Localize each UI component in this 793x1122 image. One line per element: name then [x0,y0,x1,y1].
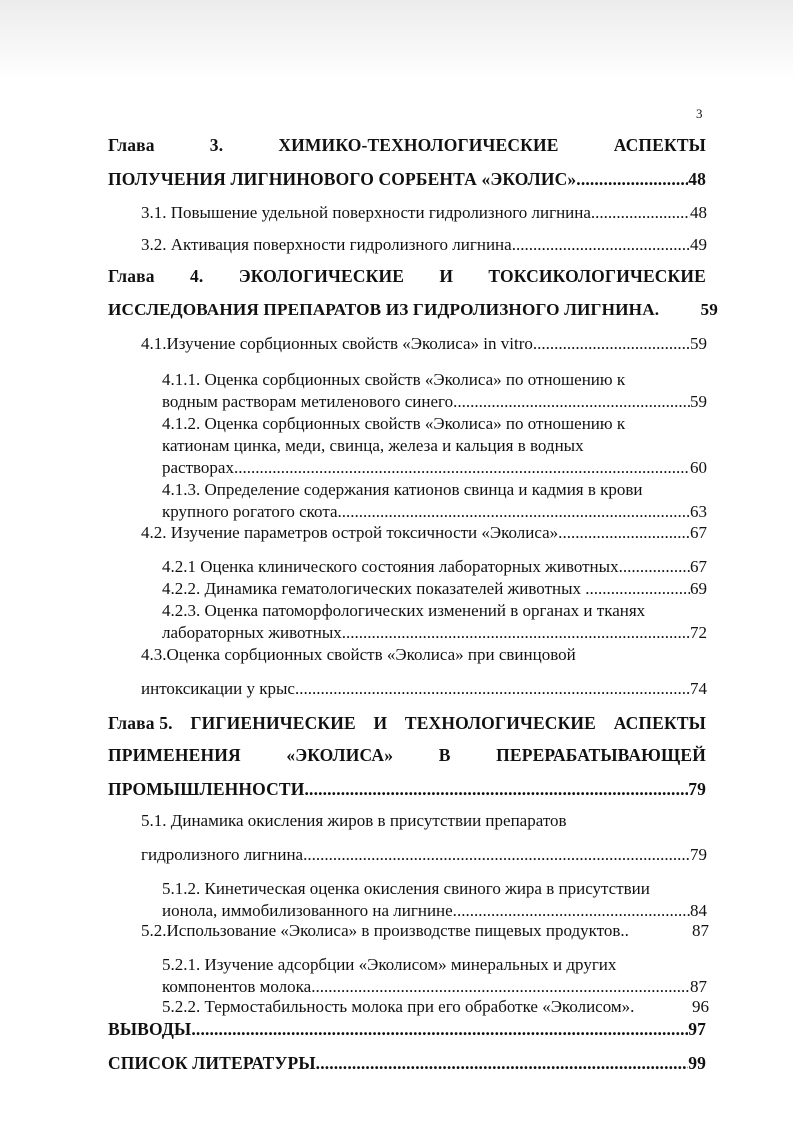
toc-entry-4-3-line1: 4.3.Оценка сорбционных свойств «Эколиса» при свинцовой [141,645,576,664]
toc-entry-text: 3.2. Активация поверхности гидролизного лигнина. [141,235,516,254]
dot-leader [562,522,690,544]
toc-entry-5-1[interactable] [141,844,707,866]
chapter-5-word: Глава 5. [108,713,173,733]
chapter-4-word: 4. [189,266,204,286]
chapter-5-word: В [438,745,451,765]
chapter-5-word: И [373,713,388,733]
references-entry[interactable] [108,1052,706,1074]
toc-entry-4-1-1-line1: 4.1.1. Оценка сорбционных свойств «Эколиса» по отношению к [162,370,626,389]
chapter-5-toc-line[interactable] [108,778,706,800]
dot-leader [581,168,688,190]
chapter-4-word: И [439,266,454,286]
toc-entry-text: гидролизного лигнина [141,845,304,864]
chapter-5-word: АСПЕКТЫ [613,713,706,733]
dot-leader [623,556,690,578]
dot-leader [595,202,690,224]
toc-entry-4-3[interactable] [141,678,707,700]
dot-leader [196,1018,688,1040]
dot-leader [309,778,688,800]
toc-entry-3-2[interactable] [141,234,707,256]
chapter-5-word: ГИГИЕНИЧЕСКИЕ [190,713,356,733]
toc-entry-4-2[interactable] [141,522,707,544]
toc-entry-5-1-2[interactable] [162,900,707,922]
toc-entry-page: 49 [690,235,707,254]
dot-leader [346,622,690,644]
toc-entry-4-2-1[interactable] [162,556,707,578]
dot-leader [590,578,690,600]
toc-entry-page: 87 [690,977,707,996]
toc-entry-5-2-1[interactable] [162,976,707,998]
chapter-3-word: 3. [209,135,224,155]
toc-entry-text: 4.1.Изучение сорбционных свойств «Эколиса» in vitro. [141,334,538,353]
toc-entry-text: 4.2. Изучение параметров острой токсичности «Эколиса». [141,523,563,542]
toc-entry-4-1[interactable] [141,333,707,355]
toc-entry-5-1-line1: 5.1. Динамика окисления жиров в присутствии препаратов [141,811,567,830]
toc-entry-page: 59 [690,392,707,411]
toc-entry-text: 4.2.1 Оценка клинического состояния лабораторных животных. [162,557,623,576]
references-title: СПИСОК ЛИТЕРАТУРЫ. [108,1053,321,1073]
chapter-5-word: «ЭКОЛИСА» [286,745,394,765]
dot-leader [238,457,690,479]
toc-entry-page: 79 [690,845,707,864]
chapter-3-heading [108,134,706,156]
dot-leader [303,844,690,866]
conclusions-title: ВЫВОДЫ. [108,1019,196,1039]
toc-entry-page: 48 [690,203,707,222]
toc-entry-5-1-2-line1: 5.1.2. Кинетическая оценка окисления свиного жира в присутствии [162,879,650,898]
chapter-3-title-end: ПОЛУЧЕНИЯ ЛИГНИНОВОГО СОРБЕНТА «ЭКОЛИС». [108,169,581,189]
conclusions-page: 97 [688,1019,706,1039]
toc-entry-page: 84 [690,901,707,920]
dot-leader [295,678,690,700]
chapter-4-page: 59 [700,300,718,319]
toc-entry-4-2-2[interactable] [162,578,707,600]
toc-entry-text: водным растворам метиленового синего. [162,392,458,411]
page-number: 3 [696,106,703,121]
dot-leader [320,1052,688,1074]
chapter-4-heading [108,265,706,287]
toc-entry-page: 69 [690,579,707,598]
chapter-3-word: Глава [108,135,155,155]
toc-entry-page: 63 [690,502,707,521]
toc-entry-5-2-1-line1: 5.2.1. Изучение адсорбции «Эколисом» минеральных и других [162,955,617,974]
chapter-5-heading-line2 [108,744,706,766]
chapter-3-word: ХИМИКО-ТЕХНОЛОГИЧЕСКИЕ [278,135,559,155]
toc-entry-page: 59 [690,334,707,353]
chapter-4-toc-line[interactable] [108,299,718,321]
dot-leader [516,234,690,256]
dot-leader [315,976,690,998]
chapter-5-heading-line1 [108,712,706,734]
chapter-3-toc-line[interactable] [108,168,706,190]
toc-entry-text: лабораторных животных. [162,623,346,642]
dot-leader [457,900,690,922]
toc-entry-text: 3.1. Повышение удельной поверхности гидролизного лигнина. [141,203,596,222]
toc-entry-page: 74 [690,679,707,698]
toc-entry-page: 67 [690,523,707,542]
references-page: 99 [688,1053,706,1073]
toc-entry-text: растворах. [162,458,239,477]
chapter-3-word: АСПЕКТЫ [613,135,706,155]
toc-entry-4-1-2[interactable] [162,457,707,479]
toc-entry-4-1-1[interactable] [162,391,707,413]
toc-entry-text: 5.2.Использование «Эколиса» в производстве пищевых продуктов.. [141,921,629,940]
toc-entry-page: 67 [690,557,707,576]
toc-entry-page: 96 [692,997,709,1016]
toc-entry-4-1-2-line2: катионам цинка, меди, свинца, железа и кальция в водных [162,436,584,455]
chapter-4-word: ЭКОЛОГИЧЕСКИЕ [238,266,405,286]
conclusions-entry[interactable] [108,1018,706,1040]
toc-entry-3-1[interactable] [141,202,707,224]
toc-entry-text: компонентов молока. [162,977,316,996]
toc-entry-5-2[interactable] [141,920,709,942]
chapter-5-word: ПРИМЕНЕНИЯ [108,745,241,765]
toc-entry-5-2-2[interactable] [162,996,709,1018]
toc-entry-4-2-3-line1: 4.2.3. Оценка патоморфологических изменений в органах и тканях [162,601,646,620]
dot-leader [342,501,690,523]
chapter-5-page: 79 [688,779,706,799]
chapter-4-title-end: ИССЛЕДОВАНИЯ ПРЕПАРАТОВ ИЗ ГИДРОЛИЗНОГО ЛИГНИНА. [108,300,660,319]
toc-entry-text: 5.2.2. Термостабильность молока при его обработке «Эколисом». [162,997,635,1016]
toc-entry-4-1-2-line1: 4.1.2. Оценка сорбционных свойств «Эколиса» по отношению к [162,414,626,433]
chapter-3-page: 48 [688,169,706,189]
chapter-4-word: ТОКСИКОЛОГИЧЕСКИЕ [488,266,706,286]
toc-entry-page: 60 [690,458,707,477]
toc-entry-page: 87 [692,921,709,940]
toc-entry-text: интоксикации у крыс [141,679,295,698]
toc-entry-text: крупного рогатого скота. [162,502,342,521]
toc-entry-4-1-3[interactable] [162,501,707,523]
chapter-5-title-end: ПРОМЫШЛЕННОСТИ. [108,779,310,799]
toc-entry-text: ионола, иммобилизованного на лигнине. [162,901,457,920]
chapter-5-word: ТЕХНОЛОГИЧЕСКИЕ [404,713,597,733]
toc-entry-text: 4.2.2. Динамика гематологических показателей животных . [162,579,590,598]
toc-entry-4-2-3[interactable] [162,622,707,644]
chapter-5-word: ПЕРЕРАБАТЫВАЮЩЕЙ [496,745,706,765]
toc-entry-4-1-3-line1: 4.1.3. Определение содержания катионов свинца и кадмия в крови [162,480,643,499]
dot-leader [537,333,690,355]
dot-leader [457,391,690,413]
toc-entry-page: 72 [690,623,707,642]
chapter-4-word: Глава [108,266,155,286]
